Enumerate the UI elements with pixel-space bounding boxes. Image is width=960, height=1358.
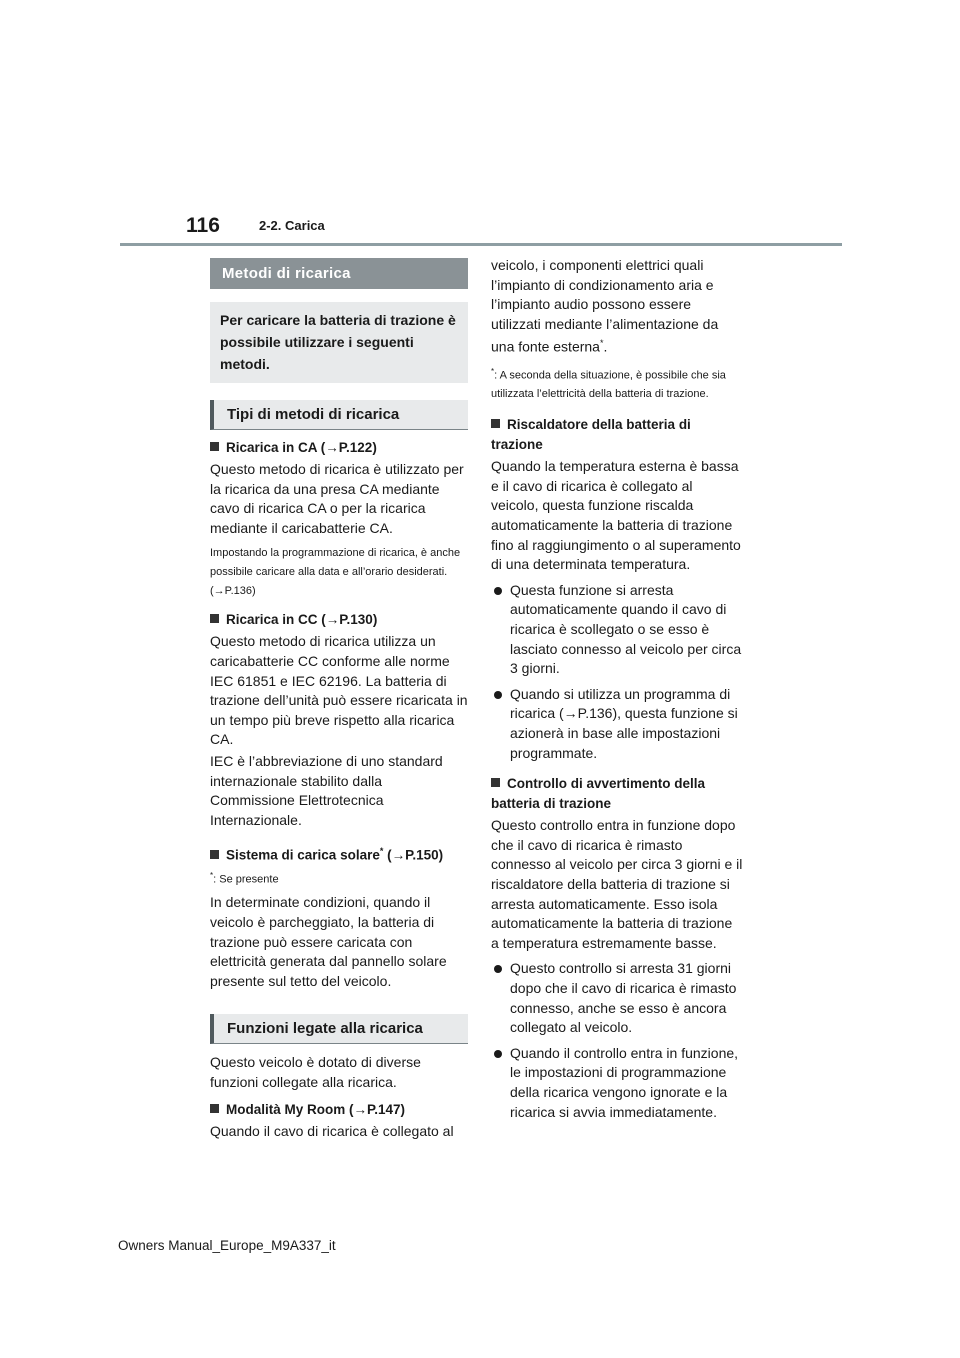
warning-control-text: Questo controllo entra in funzione dopo che il cavo di ricarica è rimasto connesso al veicolo per circa 3 giorni e il riscaldatore della batteria di trazione si arresta automaticamente. Esso isola automaticamente la batteria di trazione a temperatura estremamente basse. bbox=[491, 817, 743, 951]
square-bullet-icon bbox=[210, 442, 219, 451]
solar-footnote: *: Se presente bbox=[210, 870, 279, 886]
warning-control-bullet: Quando il controllo entra in funzione, le impostazioni di programmazione della ricarica vengono ignorate e la ricarica si avvia immediatamente. bbox=[491, 1044, 743, 1122]
solar-charging-heading: Sistema di carica solare* (→P.150) bbox=[210, 841, 468, 866]
dc-charging-text: Questo metodo di ricarica utilizza un caricabatterie CC conforme alle norme IEC 61851 e IEC 62196. La batteria di trazione dell’unità può essere ricaricata in un tempo più breve rispetto alla ricarica CA. bbox=[210, 633, 468, 748]
square-bullet-icon bbox=[210, 1104, 219, 1113]
ac-charging-text: Questo metodo di ricarica è utilizzato per la ricarica da una presa CA mediante cavo di ricarica CA o per la ricarica mediante il caricabatterie CA. bbox=[210, 461, 464, 536]
square-bullet-icon bbox=[210, 614, 219, 623]
right-column bbox=[491, 256, 743, 1122]
footer-manual-id: Owners Manual_Europe_M9A337_it bbox=[118, 1238, 336, 1253]
square-bullet-icon bbox=[210, 850, 219, 859]
iec-text: IEC è l’abbreviazione di uno standard internazionale stabilito dalla Commissione Elettrotecnica Internazionale. bbox=[210, 752, 443, 828]
left-column bbox=[210, 256, 468, 1141]
square-bullet-icon bbox=[491, 778, 500, 787]
section-title: 2-2. Carica bbox=[259, 218, 325, 233]
bullet-dot-icon bbox=[494, 1050, 502, 1058]
solar-charging-text: In determinate condizioni, quando il veicolo è parcheggiato, la batteria di trazione può essere caricata con elettricità generata dal pannello solare presente sul tetto del veicolo. bbox=[210, 894, 447, 989]
my-room-footnote: *: A seconda della situazione, è possibile che sia utilizzata l’elettricità della batteria di trazione. bbox=[491, 366, 726, 401]
battery-heater-text: Quando la temperatura esterna è bassa e il cavo di ricarica è collegato al veicolo, questa funzione riscalda automaticamente la batteria di trazione fino al raggiungimento o al superamento di una determinata temperatura. bbox=[491, 458, 741, 573]
types-section-title: Tipi di metodi di ricarica bbox=[210, 400, 468, 430]
intro-box: Per caricare la batteria di trazione è possibile utilizzare i seguenti metodi. bbox=[210, 302, 468, 383]
my-room-text: Quando il cavo di ricarica è collegato al bbox=[210, 1122, 454, 1139]
bullet-dot-icon bbox=[494, 691, 502, 699]
square-bullet-icon bbox=[491, 419, 500, 428]
ac-charging-heading: Ricarica in CA (→P.122) bbox=[210, 438, 468, 458]
main-section-title: Metodi di ricarica bbox=[210, 258, 468, 289]
warning-control-bullet: Questo controllo si arresta 31 giorni dopo che il cavo di ricarica è rimasto connesso, anche se esso è ancora collegato al veicolo. bbox=[491, 959, 743, 1037]
my-room-text-continued: veicolo, i componenti elettrici quali l’impianto di condizionamento aria e l’impianto audio possono essere utilizzati mediante l’alimentazione da una fonte esterna*. bbox=[491, 257, 719, 356]
battery-heater-bullet: Questa funzione si arresta automaticamente quando il cavo di ricarica è scollegato o se esso è lasciato connesso al veicolo per circa 3 giorni. bbox=[491, 581, 743, 679]
header-divider bbox=[120, 243, 842, 246]
bullet-dot-icon bbox=[494, 587, 502, 595]
functions-section-title: Funzioni legate alla ricarica bbox=[210, 1014, 468, 1044]
battery-heater-heading: Riscaldatore della batteria di trazione bbox=[491, 417, 691, 453]
ac-charging-note: Impostando la programmazione di ricarica, è anche possibile caricare alla data e all’orario desiderati. (→P.136) bbox=[210, 547, 461, 598]
battery-heater-bullet: Quando si utilizza un programma di ricarica (→P.136), questa funzione si azionerà in base alle impostazioni programmate. bbox=[491, 685, 743, 763]
functions-intro-text: Questo veicolo è dotato di diverse funzioni collegate alla ricarica. bbox=[210, 1054, 421, 1091]
warning-control-heading: Controllo di avvertimento della batteria di trazione bbox=[491, 776, 706, 812]
dc-charging-heading: Ricarica in CC (→P.130) bbox=[210, 610, 468, 630]
my-room-heading: Modalità My Room (→P.147) bbox=[210, 1100, 468, 1120]
page-number: 116 bbox=[186, 214, 220, 237]
bullet-dot-icon bbox=[494, 965, 502, 973]
